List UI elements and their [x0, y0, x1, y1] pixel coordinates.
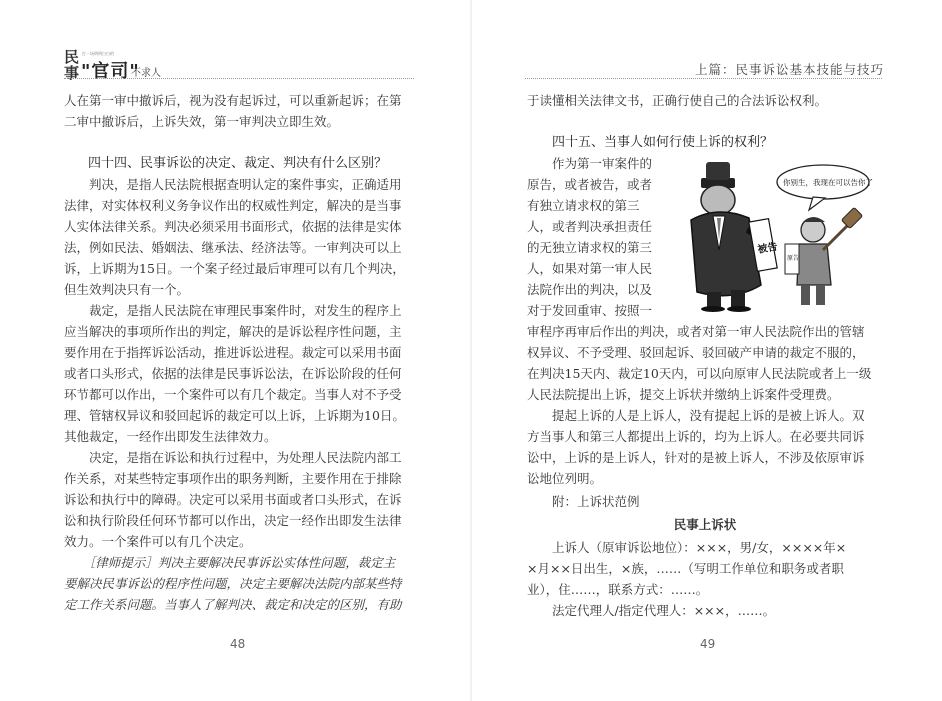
text-line: 对于发回重审、按照一 — [527, 303, 653, 318]
text-line: 作为第一审案件的 — [527, 156, 653, 171]
page-number-right: 49 — [700, 637, 716, 651]
text-line: 权异议、不予受理、驳回起诉、驳回破产申请的裁定不服的， — [527, 345, 865, 360]
text-line: 作关系，对某些特定事项作出的职务判断，主要作用在于排除 — [64, 471, 402, 486]
text-line: 人，或者判决承担责任 — [527, 219, 653, 234]
text-line: 人在第一审中撤诉后，视为没有起诉过，可以重新起诉；在第 — [64, 93, 402, 108]
text-line: 二审中撤诉后，上诉失效，第一审判决立即生效。 — [64, 114, 340, 129]
text-line: 原告，或者被告，或者 — [527, 177, 653, 192]
text-line: 提起上诉的人是上诉人，没有提起上诉的是被上诉人。双 — [527, 408, 865, 423]
text-line: 其他裁定，一经作出即发生法律效力。 — [64, 429, 277, 444]
form-line: ×月××日出生，×族，……（写明工作单位和职务或者职 — [527, 561, 844, 576]
text-line: 但生效判决只有一个。 — [64, 282, 190, 297]
sign-text: 被告 — [756, 241, 779, 256]
cartoon-illustration — [673, 160, 883, 312]
left-body — [64, 174, 416, 615]
text-line: 讼和执行阶段任何环节都可以作出，决定一经作出即发生法律 — [64, 513, 402, 528]
logo-char-shi: 事 — [64, 64, 80, 82]
text-line: 有独立请求权的第三 — [527, 198, 640, 213]
text-line: 的无独立请求权的第三 — [527, 240, 653, 255]
text-line: 要作用在于指挥诉讼活动，推进诉讼进程。裁定可以采用书面 — [64, 345, 402, 360]
lawyer-tip-line: 定工作关系问题。当事人了解判决、裁定和决定的区别，有助 — [64, 597, 402, 612]
logo-guansi: "官司" — [81, 61, 140, 82]
lawyer-tip-line: ［律师提示］判决主要解决民事诉讼实体性问题，裁定主 — [64, 555, 396, 570]
attachment-note: 附：上诉状范例 — [527, 494, 640, 509]
right-heading-block — [552, 132, 882, 153]
right-narrow-column — [527, 153, 672, 321]
cartoon-big-man — [691, 162, 761, 312]
text-line: 在判决15天内、裁定10天内，可以向原审人民法院或者上一级 — [527, 366, 872, 381]
left-heading-block — [88, 153, 418, 174]
text-line: 法律，对实体权利义务争议作出的权威性判定，解决的是当事 — [64, 198, 402, 213]
header-rule — [525, 78, 882, 79]
text-line: 于读懂相关法律文书，正确行使自己的合法诉讼权利。 — [527, 93, 828, 108]
text-line: 环节都可以作出，一个案件可以有几个裁定。当事人对不予受 — [64, 387, 402, 402]
header-rule — [64, 78, 414, 79]
logo-buqiu: 不求人 — [131, 68, 161, 79]
running-head: 上篇：民事诉讼基本技能与技巧 — [694, 62, 884, 77]
book-logo — [64, 48, 224, 82]
section-heading-44: 四十四、民事诉讼的决定、裁定、判决有什么区别？ — [88, 156, 388, 171]
cartoon-small-man — [785, 207, 863, 305]
text-line: 法院作出的判决，以及 — [527, 282, 653, 297]
text-line: 讼中，上诉的是上诉人，针对的是被上诉人，不涉及依原审诉 — [527, 450, 865, 465]
text-line: 判决，是指人民法院根据查明认定的案件事实，正确适用 — [64, 177, 402, 192]
text-line: 讼地位列明。 — [527, 471, 603, 486]
page-number-left: 48 — [230, 637, 246, 651]
text-line: 裁定，是指人民法院在审理民事案件时，对发生的程序上 — [64, 303, 402, 318]
speech-bubble-text: 你别生，我现在可以告你了 — [783, 178, 873, 187]
form-line: 业），住……，联系方式：……。 — [527, 582, 709, 597]
text-line: 决定，是指在诉讼和执行过程中，为处理人民法院内部工 — [64, 450, 402, 465]
section-heading-45: 四十五、当事人如何行使上诉的权利？ — [552, 135, 774, 150]
form-line: 上诉人（原审诉讼地位）：×××，男/女，××××年× — [527, 540, 847, 555]
text-line: 法，例如民法、婚姻法、继承法、经济法等。一审判决可以上 — [64, 240, 402, 255]
text-line: 应当解决的事项所作出的判定，解决的是诉讼程序性问题，主 — [64, 324, 402, 339]
right-wide-body — [527, 321, 883, 621]
form-title: 民事上诉状 — [673, 517, 737, 532]
logo-tagline: 打一场明明白白的 — [82, 51, 114, 56]
plaintiff-paper-text: 原告 — [787, 255, 800, 262]
text-line: 效力。一个案件可以有几个决定。 — [64, 534, 252, 549]
text-line: 或者口头形式，依据的法律是民事诉讼法，在诉讼阶段的任何 — [64, 366, 402, 381]
text-line: 方当事人和第三人都提出上诉的，均为上诉人。在必要共同诉 — [527, 429, 865, 444]
speech-bubble — [777, 165, 873, 210]
form-line: 法定代理人/指定代理人：×××，……。 — [527, 603, 776, 618]
text-line: 诉讼和执行中的障碍。决定可以采用书面或者口头形式，在诉 — [64, 492, 402, 507]
text-line: 理、管辖权异议和驳回起诉的裁定可以上诉，上诉期为10日。 — [64, 408, 405, 423]
right-text-top — [527, 90, 883, 111]
text-line: 诉，上诉期为15日。一个案子经过最后审理可以有几个判决， — [64, 261, 405, 276]
text-line: 人，如果对第一审人民 — [527, 261, 653, 276]
left-text-top — [64, 90, 416, 132]
text-line: 人实体法律关系。判决必须采用书面形式，依据的法律是实体 — [64, 219, 402, 234]
text-line: 审程序再审后作出的判决，或者对第一审人民法院作出的管辖 — [527, 324, 865, 339]
lawyer-tip-line: 要解决民事诉讼的程序性问题，决定主要解决法院内部某些特 — [64, 576, 402, 591]
text-line: 人民法院提出上诉，提交上诉状并缴纳上诉案件受理费。 — [527, 387, 840, 402]
logo-char-min: 民 — [64, 48, 80, 66]
